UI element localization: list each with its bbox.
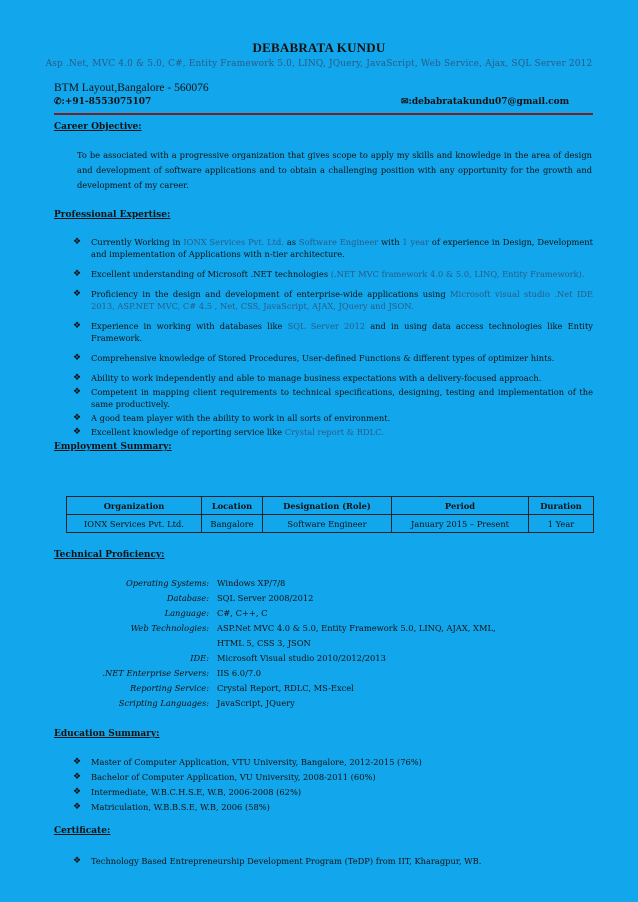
professional-expertise-heading: Professional Expertise: [54,210,171,220]
certificate-list [73,855,593,867]
list-item [54,621,594,636]
list-item [54,696,594,711]
skills-summary-line: Asp .Net, MVC 4.0 & 5.0, C#, Entity Framework 5.0, LINQ, JQuery, JavaScript, Web Service, Ajax, SQL Server 2012 [45,59,593,69]
address: BTM Layout,Bangalore - 560076 [54,82,209,94]
column-header: Designation (Role) [263,497,392,515]
column-header: Duration [529,497,594,515]
tech-key: Language: [164,608,209,618]
tech-value: JavaScript, JQuery [217,698,295,708]
list-item: ❖ Experience in working with databases like SQL Server 2012 and in using data access technologies like Entity Framework. [73,321,593,343]
list-item: ❖ Intermediate, W.B.C.H.S.E, W.B, 2006-2008 (62%) [73,787,302,797]
diamond-bullet-icon: ❖ [73,856,82,866]
table-header-row [67,497,594,515]
column-header: Location [202,497,263,515]
list-item: ❖ A good team player with the ability to work in all sorts of environment. [73,413,391,423]
phone-number: :+91-8553075107 [61,97,152,107]
table-cell: IONX Services Pvt. Ltd. [67,515,202,533]
technical-proficiency-heading: Technical Proficiency: [54,550,165,560]
diamond-bullet-icon: ❖ [73,427,82,437]
candidate-name: DEBABRATA KUNDU [252,40,386,55]
list-item: ❖ Currently Working in IONX Services Pvt. Ltd. as Software Engineer with 1 year of experience in Design, Development and implementation of Applications with n-tier architecture. [73,237,593,259]
diamond-bullet-icon: ❖ [73,772,82,782]
tech-key: Web Technologies: [130,623,209,633]
table-cell: January 2015 – Present [392,515,529,533]
diamond-bullet-icon: ❖ [73,289,82,299]
list-item: ❖ Proficiency in the design and development of enterprise-wide applications using Microsoft visual studio .Net IDE 2013, ASP.NET MVC, C# 4.5 , Net, CSS, JavaScript, AJAX, JQuery and JSON. [73,289,594,311]
table-cell: Software Engineer [263,515,392,533]
tech-key: Operating Systems: [125,578,209,588]
tech-value: IIS 6.0/7.0 [217,668,262,678]
education-list [73,756,593,813]
envelope-icon: ✉ [401,97,409,107]
list-item [54,606,594,621]
header-divider [54,113,593,115]
career-objective-heading: Career Objective: [54,122,142,132]
list-item: ❖ Technology Based Entrepreneurship Development Program (TeDP) from IIT, Kharagpur, WB. [73,856,482,866]
diamond-bullet-icon: ❖ [73,269,82,279]
diamond-bullet-icon: ❖ [73,413,82,423]
list-item: ❖ Matriculation, W.B.B.S.E, W.B, 2006 (58%) [73,802,270,812]
employment-table [66,496,594,533]
list-item [54,591,594,606]
employment-summary-heading: Employment Summary: [54,442,172,452]
table-cell: 1 Year [529,515,594,533]
expertise-list [73,236,593,438]
tech-value: HTML 5, CSS 3, JSON [217,638,311,648]
list-item: ❖ Comprehensive knowledge of Stored Procedures, User-defined Functions & different types of optimizer hints. [73,353,555,363]
diamond-bullet-icon: ❖ [73,353,82,363]
list-item [54,651,594,666]
list-item: ❖ Competent in mapping client requirements to technical specifications, designing, testing and implementation of the same productively. [73,387,593,409]
tech-value: Windows XP/7/8 [217,578,286,588]
tech-value: Microsoft Visual studio 2010/2012/2013 [217,653,386,663]
list-item: ❖ Master of Computer Application, VTU University, Bangalore, 2012-2015 (76%) [73,757,422,767]
technical-list [54,576,594,711]
career-objective-text: To be associated with a progressive organization that gives scope to apply my skills and knowledge in the area of design and development of software applications and to obtain a challenging position with any opportunity for the growth and development of my career. [77,150,592,190]
phone-line [54,97,151,107]
tech-key: Scripting Languages: [118,698,209,708]
tech-key: IDE: [190,653,209,663]
diamond-bullet-icon: ❖ [73,802,82,812]
tech-value: Crystal Report, RDLC, MS-Excel [217,683,354,693]
list-item [54,681,594,696]
diamond-bullet-icon: ❖ [73,321,82,331]
table-cell: Bangalore [202,515,263,533]
tech-value: ASP.Net MVC 4.0 & 5.0, Entity Framework 5.0, LINQ, AJAX, XML, [217,623,496,633]
phone-icon: ✆ [54,97,62,107]
list-item: ❖ Ability to work independently and able to manage business expectations with a delivery-focused approach. [73,373,542,383]
tech-value: C#, C++, C [217,608,268,618]
tech-value: SQL Server 2008/2012 [217,593,314,603]
diamond-bullet-icon: ❖ [73,387,82,397]
list-item [54,666,594,681]
tech-key: Reporting Service: [130,683,209,693]
email-address: :debabratakundu07@gmail.com [408,97,570,107]
list-item: ❖ Excellent knowledge of reporting service like Crystal report & RDLC. [73,427,384,437]
list-item [54,636,594,651]
tech-key: .NET Enterprise Servers: [102,668,209,678]
email-line [401,97,569,107]
diamond-bullet-icon: ❖ [73,237,82,247]
education-summary-heading: Education Summary: [54,729,160,739]
table-row [67,515,594,533]
diamond-bullet-icon: ❖ [73,787,82,797]
list-item: ❖ Excellent understanding of Microsoft .NET technologies (.NET MVC framework 4.0 & 5.0, LINQ, Entity Framework). [73,269,585,279]
column-header: Period [392,497,529,515]
certificate-heading: Certificate: [54,826,111,836]
diamond-bullet-icon: ❖ [73,757,82,767]
list-item: ❖ Bachelor of Computer Application, VU University, 2008-2011 (60%) [73,772,376,782]
list-item [54,576,594,591]
column-header: Organization [67,497,202,515]
diamond-bullet-icon: ❖ [73,373,82,383]
tech-key: Database: [166,593,209,603]
tech-key [54,636,217,651]
